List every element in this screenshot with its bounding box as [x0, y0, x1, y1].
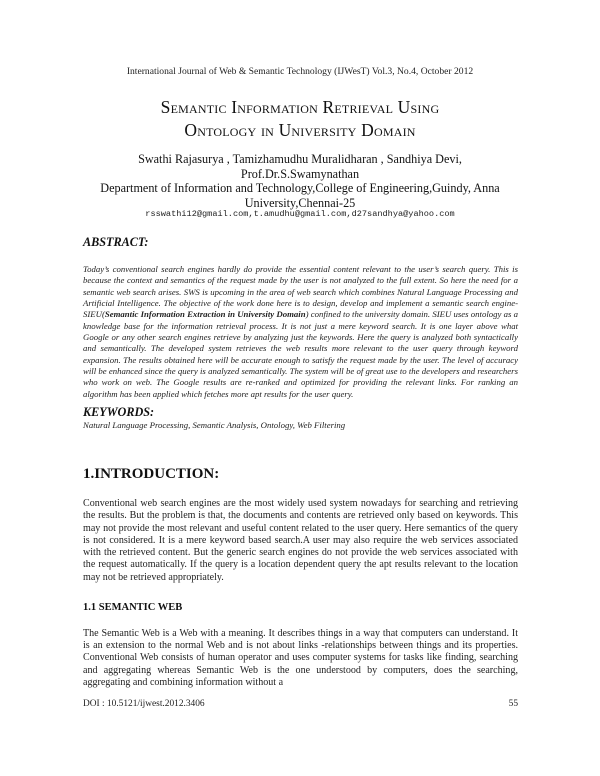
semantic-web-body: The Semantic Web is a Web with a meaning. It describes things in a way that computers can understand. It is an extension to the normal Web and is not about links -relationships between things and its properties. Conventional Web consists of human operator and uses computer systems for tasks like finding, searching and aggregating whereas Semantic Web is the one understood by computers, does the searching, aggregating and combining information without a	[83, 628, 518, 688]
author-affiliation: Department of Information and Technology,College of Engineering,Guindy, Anna University,Chennai-25	[100, 181, 500, 210]
semantic-web-heading: 1.1 SEMANTIC WEB	[83, 602, 183, 613]
abstract-text-start: Today’s conventional search engines hardly do provide the essential content relevant to the user’s search query. This is because the context and semantics of the request made by the user is not analyzed to the full extent. So here the need for a semantic web search arises. SWS is upcoming in the area of web search which combines Natural Language Processing and Artificial Intelligence. The objective of the work done here is to design, develop and implement a semantic search engine- SIEU(	[83, 264, 518, 320]
title-line-2: Ontology in University Domain	[184, 120, 416, 140]
keywords-list: Natural Language Processing, Semantic Analysis, Ontology, Web Filtering	[83, 420, 346, 430]
abstract-bold-term: Semantic Information Extraction in University Domain	[104, 309, 306, 320]
abstract-body	[83, 264, 518, 400]
introduction-heading: 1.INTRODUCTION:	[83, 466, 220, 482]
paper-title	[0, 96, 600, 142]
keywords-heading: KEYWORDS:	[83, 405, 155, 419]
journal-header: International Journal of Web & Semantic Technology (IJWesT) Vol.3, No.4, October 2012	[126, 66, 474, 77]
abstract-heading: ABSTRACT:	[83, 235, 149, 249]
author-list: Swathi Rajasurya , Tamizhamudhu Muralidharan , Sandhiya Devi, Prof.Dr.S.Swamynathan	[138, 152, 462, 181]
page-number: 55	[508, 699, 518, 709]
introduction-body: Conventional web search engines are the most widely used system nowadays for searching and retrieving the results. But the problem is that, the documents and contents are retrieved only based on keywords. This may not provide the most relevant and useful content related to the user query. Here semantics of the query is not considered. It is a mere keyword based search.A user may also require the web services associated with the retrieved content. But the generic search engines do not provide the web services associated with the request automatically. If the query is a location dependent query the apt results relevant to the location may not be retrieved appropriately.	[83, 498, 518, 583]
author-emails: rsswathi12@gmail.com,t.amudhu@gmail.com,d27sandhya@yahoo.com	[145, 209, 455, 219]
title-line-1: Semantic Information Retrieval Using	[160, 97, 440, 117]
footer-doi: DOI : 10.5121/ijwest.2012.3406	[83, 699, 205, 709]
abstract-text-end: ) confined to the university domain. SIEU uses ontology as a knowledge base for the information retrieval process. It is not just a mere keyword search. It is one layer above what Google or any other search engines retrieve by analyzing just the keywords. Here the query is analyzed both syntactically and semantically. The developed system retrieves the web results more relevant to the user query through keyword expansion. The results obtained here will be accurate enough to satisfy the request made by the user. The level of accuracy will be enhanced since the query is analyzed semantically. The system will be of great use to the developers and researchers who work on web. The Google results are re-ranked and optimized for providing the relevant links. For ranking an algorithm has been applied which fetches more apt results for the user query.	[83, 309, 518, 399]
